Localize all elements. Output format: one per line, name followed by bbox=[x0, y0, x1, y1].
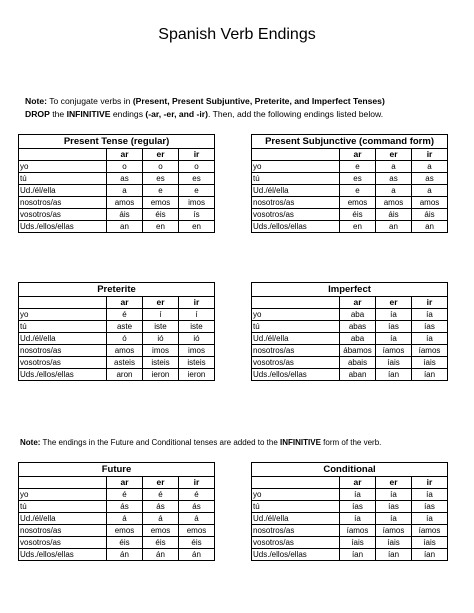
pronoun-cell: vosotros/as bbox=[19, 357, 107, 369]
ending-cell-ar: asteis bbox=[107, 357, 143, 369]
ending-cell-er: emos bbox=[143, 525, 179, 537]
pronoun-cell: vosotros/as bbox=[252, 357, 340, 369]
pronoun-cell: Ud./él/ella bbox=[252, 185, 340, 197]
table-row bbox=[19, 185, 215, 197]
ending-cell-ar: es bbox=[340, 173, 376, 185]
table-row bbox=[252, 501, 448, 513]
pronoun-cell: yo bbox=[252, 161, 340, 173]
ending-cell-ar: amos bbox=[107, 197, 143, 209]
ending-cell-er: ió bbox=[143, 333, 179, 345]
table-title: Future bbox=[19, 463, 215, 477]
ending-cell-ar: en bbox=[340, 221, 376, 233]
note-text: form of the verb. bbox=[320, 438, 382, 447]
ending-cell-er: en bbox=[143, 221, 179, 233]
ending-cell-ir: é bbox=[179, 489, 215, 501]
pronoun-cell: tú bbox=[19, 321, 107, 333]
column-header-blank bbox=[252, 149, 340, 161]
ending-cell-ar: aban bbox=[340, 369, 376, 381]
ending-cell-ir: áis bbox=[412, 209, 448, 221]
ending-cell-ir: en bbox=[179, 221, 215, 233]
note-infinitive bbox=[20, 437, 460, 448]
ending-cell-ar: amos bbox=[107, 345, 143, 357]
ending-cell-er: é bbox=[143, 489, 179, 501]
ending-cell-er: íais bbox=[376, 357, 412, 369]
pronoun-cell: nosotros/as bbox=[252, 525, 340, 537]
pronoun-cell: tú bbox=[252, 501, 340, 513]
table-row bbox=[19, 501, 215, 513]
ending-cell-ir: imos bbox=[179, 345, 215, 357]
ending-cell-ar: emos bbox=[107, 525, 143, 537]
ending-cell-er: ían bbox=[376, 369, 412, 381]
ending-cell-ir: éis bbox=[179, 537, 215, 549]
ending-cell-ar: ían bbox=[340, 549, 376, 561]
column-header-er: er bbox=[376, 149, 412, 161]
column-header-er: er bbox=[143, 477, 179, 489]
note-bold-drop: DROP bbox=[25, 109, 50, 119]
table-title: Present Subjunctive (command form) bbox=[252, 135, 448, 149]
note-bold-endings: (-ar, -er, and -ir) bbox=[145, 109, 208, 119]
ending-cell-ir: ían bbox=[412, 369, 448, 381]
ending-cell-ar: emos bbox=[340, 197, 376, 209]
pronoun-cell: tú bbox=[252, 173, 340, 185]
ending-cell-ir: a bbox=[412, 185, 448, 197]
imperfect-table bbox=[251, 282, 448, 381]
ending-cell-ir: emos bbox=[179, 525, 215, 537]
pronoun-cell: tú bbox=[252, 321, 340, 333]
pronoun-cell: Uds./ellos/ellas bbox=[19, 221, 107, 233]
ending-cell-er: an bbox=[376, 221, 412, 233]
ending-cell-ir: ía bbox=[412, 333, 448, 345]
table-row bbox=[252, 197, 448, 209]
conditional-table bbox=[251, 462, 448, 561]
pronoun-cell: nosotros/as bbox=[19, 345, 107, 357]
ending-cell-ir: ís bbox=[179, 209, 215, 221]
table-row bbox=[252, 321, 448, 333]
column-header-ir: ir bbox=[412, 477, 448, 489]
table-row bbox=[252, 333, 448, 345]
ending-cell-ar: aron bbox=[107, 369, 143, 381]
column-header-blank bbox=[19, 297, 107, 309]
ending-cell-er: iste bbox=[143, 321, 179, 333]
ending-cell-er: emos bbox=[143, 197, 179, 209]
ending-cell-ir: íais bbox=[412, 357, 448, 369]
ending-cell-er: ía bbox=[376, 333, 412, 345]
ending-cell-ar: an bbox=[107, 221, 143, 233]
column-header-ir: ir bbox=[179, 149, 215, 161]
ending-cell-er: es bbox=[143, 173, 179, 185]
ending-cell-er: ía bbox=[376, 513, 412, 525]
table-row bbox=[252, 173, 448, 185]
ending-cell-ar: ábamos bbox=[340, 345, 376, 357]
column-header-ir: ir bbox=[412, 297, 448, 309]
ending-cell-ir: ías bbox=[412, 321, 448, 333]
ending-cell-er: ía bbox=[376, 309, 412, 321]
table-row bbox=[19, 333, 215, 345]
column-header-blank bbox=[252, 297, 340, 309]
table-title: Imperfect bbox=[252, 283, 448, 297]
column-header-ar: ar bbox=[340, 297, 376, 309]
table-row bbox=[19, 549, 215, 561]
page-title: Spanish Verb Endings bbox=[158, 26, 316, 43]
ending-cell-er: án bbox=[143, 549, 179, 561]
ending-cell-er: éis bbox=[143, 537, 179, 549]
ending-cell-er: áis bbox=[376, 209, 412, 221]
table-row bbox=[19, 221, 215, 233]
pronoun-cell: nosotros/as bbox=[19, 525, 107, 537]
column-header-ir: ir bbox=[179, 477, 215, 489]
ending-cell-ir: an bbox=[412, 221, 448, 233]
ending-cell-ar: aba bbox=[340, 309, 376, 321]
ending-cell-er: íamos bbox=[376, 345, 412, 357]
ending-cell-ir: á bbox=[179, 513, 215, 525]
table-row bbox=[19, 513, 215, 525]
ending-cell-er: a bbox=[376, 161, 412, 173]
column-header-blank bbox=[252, 477, 340, 489]
table-row bbox=[252, 209, 448, 221]
ending-cell-er: as bbox=[376, 173, 412, 185]
table-title: Conditional bbox=[252, 463, 448, 477]
table-row bbox=[252, 369, 448, 381]
ending-cell-ir: imos bbox=[179, 197, 215, 209]
table-row bbox=[252, 309, 448, 321]
column-header-ar: ar bbox=[107, 297, 143, 309]
ending-cell-er: e bbox=[143, 185, 179, 197]
ending-cell-ar: á bbox=[107, 513, 143, 525]
table-row bbox=[252, 357, 448, 369]
column-header-ar: ar bbox=[107, 477, 143, 489]
pronoun-cell: Uds./ellos/ellas bbox=[19, 369, 107, 381]
pronoun-cell: nosotros/as bbox=[252, 345, 340, 357]
table-row bbox=[19, 321, 215, 333]
note-text: . Then, add the following endings listed below. bbox=[207, 109, 384, 119]
ending-cell-ar: é bbox=[107, 489, 143, 501]
table-row bbox=[19, 369, 215, 381]
ending-cell-ar: o bbox=[107, 161, 143, 173]
pronoun-cell: nosotros/as bbox=[252, 197, 340, 209]
ending-cell-ar: éis bbox=[340, 209, 376, 221]
ending-cell-ar: aba bbox=[340, 333, 376, 345]
column-header-ar: ar bbox=[340, 477, 376, 489]
ending-cell-ir: as bbox=[412, 173, 448, 185]
ending-cell-ar: ía bbox=[340, 489, 376, 501]
ending-cell-er: o bbox=[143, 161, 179, 173]
pronoun-cell: nosotros/as bbox=[19, 197, 107, 209]
pronoun-cell: vosotros/as bbox=[19, 537, 107, 549]
ending-cell-ir: ía bbox=[412, 489, 448, 501]
table-title: Preterite bbox=[19, 283, 215, 297]
column-header-er: er bbox=[143, 297, 179, 309]
ending-cell-er: ían bbox=[376, 549, 412, 561]
note-conjugation bbox=[25, 95, 455, 121]
column-header-ar: ar bbox=[107, 149, 143, 161]
ending-cell-ar: as bbox=[107, 173, 143, 185]
pronoun-cell: yo bbox=[252, 309, 340, 321]
table-row bbox=[252, 549, 448, 561]
column-header-ir: ir bbox=[179, 297, 215, 309]
ending-cell-ir: ía bbox=[412, 309, 448, 321]
ending-cell-ir: a bbox=[412, 161, 448, 173]
ending-cell-ar: e bbox=[340, 161, 376, 173]
ending-cell-ar: ó bbox=[107, 333, 143, 345]
note-text: endings bbox=[110, 109, 146, 119]
pronoun-cell: vosotros/as bbox=[252, 209, 340, 221]
pronoun-cell: vosotros/as bbox=[252, 537, 340, 549]
ending-cell-ir: ió bbox=[179, 333, 215, 345]
ending-cell-ar: án bbox=[107, 549, 143, 561]
table-row bbox=[252, 185, 448, 197]
ending-cell-ir: íamos bbox=[412, 345, 448, 357]
ending-cell-ir: isteis bbox=[179, 357, 215, 369]
ending-cell-ar: é bbox=[107, 309, 143, 321]
ending-cell-ar: ías bbox=[340, 501, 376, 513]
ending-cell-ar: ás bbox=[107, 501, 143, 513]
ending-cell-er: íais bbox=[376, 537, 412, 549]
ending-cell-ar: abas bbox=[340, 321, 376, 333]
note-text: the bbox=[49, 109, 67, 119]
ending-cell-er: éis bbox=[143, 209, 179, 221]
ending-cell-ir: ían bbox=[412, 549, 448, 561]
pronoun-cell: Uds./ellos/ellas bbox=[252, 221, 340, 233]
column-header-er: er bbox=[376, 477, 412, 489]
ending-cell-ir: ía bbox=[412, 513, 448, 525]
ending-cell-ir: án bbox=[179, 549, 215, 561]
ending-cell-ar: ía bbox=[340, 513, 376, 525]
pronoun-cell: yo bbox=[252, 489, 340, 501]
table-row bbox=[19, 357, 215, 369]
pronoun-cell: yo bbox=[19, 309, 107, 321]
table-row bbox=[252, 221, 448, 233]
table-row bbox=[19, 345, 215, 357]
ending-cell-er: imos bbox=[143, 345, 179, 357]
ending-cell-er: ás bbox=[143, 501, 179, 513]
ending-cell-er: ías bbox=[376, 321, 412, 333]
pronoun-cell: Ud./él/ella bbox=[19, 333, 107, 345]
ending-cell-ir: amos bbox=[412, 197, 448, 209]
ending-cell-ar: éis bbox=[107, 537, 143, 549]
note-text: The endings in the Future and Conditional tenses are added to the bbox=[40, 438, 281, 447]
ending-cell-ir: íamos bbox=[412, 525, 448, 537]
note-label: Note: bbox=[25, 96, 47, 106]
table-row bbox=[19, 209, 215, 221]
preterite-table bbox=[18, 282, 215, 381]
table-row bbox=[19, 197, 215, 209]
ending-cell-er: a bbox=[376, 185, 412, 197]
pronoun-cell: Ud./él/ella bbox=[19, 185, 107, 197]
table-row bbox=[252, 525, 448, 537]
pronoun-cell: vosotros/as bbox=[19, 209, 107, 221]
table-row bbox=[19, 525, 215, 537]
ending-cell-ar: íais bbox=[340, 537, 376, 549]
future-table bbox=[18, 462, 215, 561]
column-header-ir: ir bbox=[412, 149, 448, 161]
table-row bbox=[19, 537, 215, 549]
ending-cell-ar: áis bbox=[107, 209, 143, 221]
ending-cell-er: í bbox=[143, 309, 179, 321]
pronoun-cell: Uds./ellos/ellas bbox=[252, 549, 340, 561]
pronoun-cell: Uds./ellos/ellas bbox=[252, 369, 340, 381]
table-row bbox=[252, 489, 448, 501]
column-header-blank bbox=[19, 477, 107, 489]
ending-cell-ir: ás bbox=[179, 501, 215, 513]
table-row bbox=[252, 537, 448, 549]
table-row bbox=[252, 161, 448, 173]
pronoun-cell: yo bbox=[19, 161, 107, 173]
note-text: To conjugate verbs in bbox=[46, 96, 133, 106]
table-row bbox=[19, 173, 215, 185]
ending-cell-er: ía bbox=[376, 489, 412, 501]
ending-cell-ar: a bbox=[107, 185, 143, 197]
ending-cell-ar: abais bbox=[340, 357, 376, 369]
ending-cell-ir: o bbox=[179, 161, 215, 173]
ending-cell-ir: í bbox=[179, 309, 215, 321]
ending-cell-er: ieron bbox=[143, 369, 179, 381]
pronoun-cell: tú bbox=[19, 173, 107, 185]
ending-cell-er: á bbox=[143, 513, 179, 525]
pronoun-cell: Ud./él/ella bbox=[252, 333, 340, 345]
ending-cell-ar: íamos bbox=[340, 525, 376, 537]
note-label: Note: bbox=[20, 438, 41, 447]
table-row bbox=[252, 345, 448, 357]
note-bold-infinitive: INFINITIVE bbox=[280, 438, 321, 447]
table-row bbox=[19, 489, 215, 501]
ending-cell-er: isteis bbox=[143, 357, 179, 369]
ending-cell-er: íamos bbox=[376, 525, 412, 537]
table-title: Present Tense (regular) bbox=[19, 135, 215, 149]
column-header-blank bbox=[19, 149, 107, 161]
column-header-er: er bbox=[376, 297, 412, 309]
present-tense-table bbox=[18, 134, 215, 233]
column-header-er: er bbox=[143, 149, 179, 161]
column-header-ar: ar bbox=[340, 149, 376, 161]
ending-cell-ir: es bbox=[179, 173, 215, 185]
note-bold-infinitive: INFINITIVE bbox=[66, 109, 111, 119]
ending-cell-er: ías bbox=[376, 501, 412, 513]
ending-cell-ar: e bbox=[340, 185, 376, 197]
pronoun-cell: tú bbox=[19, 501, 107, 513]
present-subjunctive-table bbox=[251, 134, 448, 233]
ending-cell-er: amos bbox=[376, 197, 412, 209]
pronoun-cell: Ud./él/ella bbox=[19, 513, 107, 525]
pronoun-cell: Ud./él/ella bbox=[252, 513, 340, 525]
ending-cell-ir: ieron bbox=[179, 369, 215, 381]
ending-cell-ir: ías bbox=[412, 501, 448, 513]
table-row bbox=[19, 309, 215, 321]
note-bold-tenses: (Present, Present Subjuntive, Preterite, and Imperfect Tenses) bbox=[132, 96, 385, 106]
pronoun-cell: Uds./ellos/ellas bbox=[19, 549, 107, 561]
ending-cell-ir: e bbox=[179, 185, 215, 197]
ending-cell-ar: aste bbox=[107, 321, 143, 333]
table-row bbox=[19, 161, 215, 173]
ending-cell-ir: íais bbox=[412, 537, 448, 549]
table-row bbox=[252, 513, 448, 525]
ending-cell-ir: iste bbox=[179, 321, 215, 333]
pronoun-cell: yo bbox=[19, 489, 107, 501]
